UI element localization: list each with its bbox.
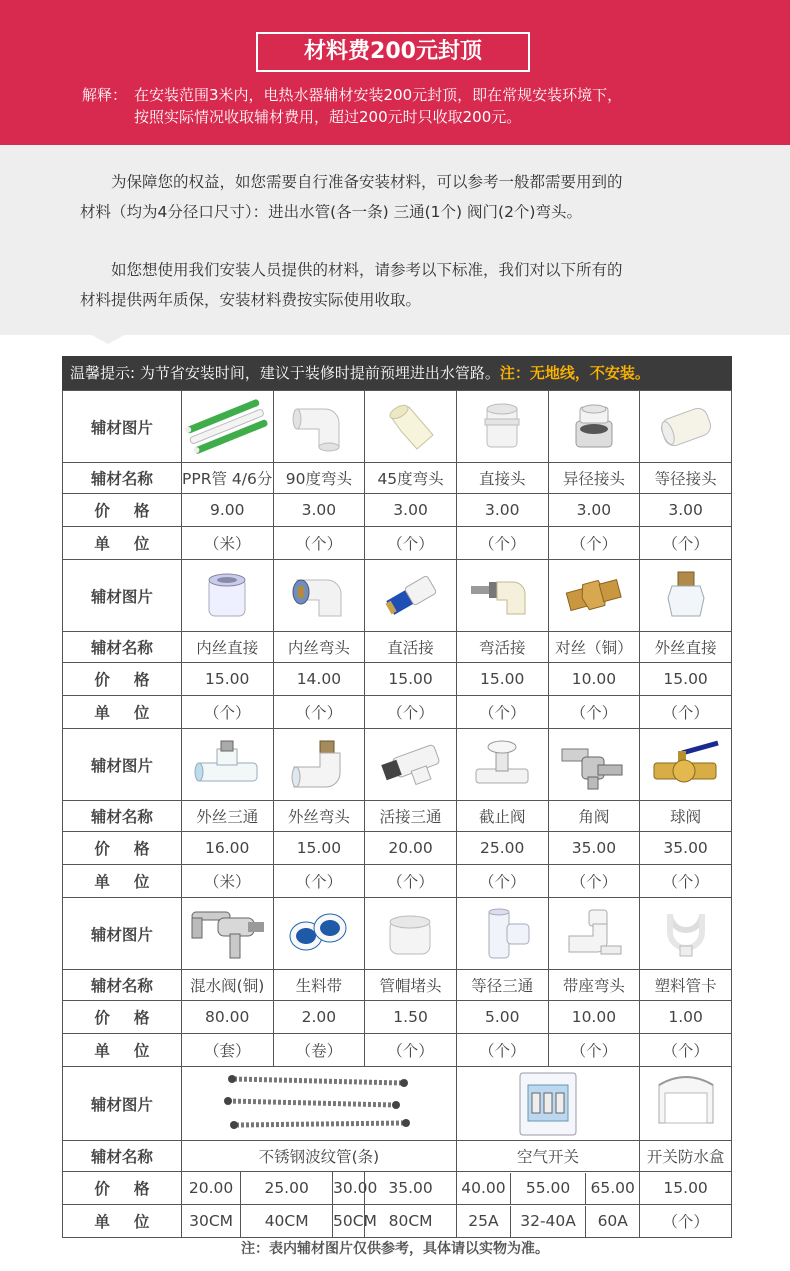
- table-row: [63, 463, 732, 494]
- banner-note: [82, 84, 622, 128]
- row-label-price: 价格: [63, 1001, 182, 1034]
- item-name: 外丝直接: [640, 632, 732, 663]
- item-image: [548, 898, 640, 970]
- item-unit: （个）: [456, 696, 548, 729]
- seated-elbow-icon: [549, 906, 640, 961]
- breaker-unit: 25A: [468, 1211, 499, 1230]
- hose-price: 25.00: [241, 1172, 333, 1205]
- item-price: 16.00: [181, 832, 273, 865]
- ball-valve-icon: [640, 737, 731, 792]
- item-image: [181, 560, 273, 632]
- item-image: [181, 729, 273, 801]
- item-name: 外丝弯头: [273, 801, 365, 832]
- straight-coupling-icon: [457, 399, 548, 454]
- item-name: 45度弯头: [365, 463, 457, 494]
- hose-price: 30.00: [332, 1172, 364, 1205]
- item-unit: （个）: [273, 527, 365, 560]
- item-image: [365, 391, 457, 463]
- item-name: 外丝三通: [181, 801, 273, 832]
- item-price: 1.50: [365, 1001, 457, 1034]
- table-row: [63, 560, 732, 632]
- table-row: [63, 1205, 732, 1238]
- item-image: [365, 898, 457, 970]
- item-unit: （个）: [365, 1034, 457, 1067]
- hose-unit: 50CM: [332, 1205, 364, 1238]
- banner-title: 材料费200元封顶: [256, 32, 530, 72]
- row-label-name: 辅材名称: [63, 801, 182, 832]
- hose-name: 不锈钢波纹管(条): [181, 1141, 456, 1172]
- breaker-price: 55.00: [510, 1173, 585, 1204]
- item-image: [640, 391, 732, 463]
- footnote: 注：表内辅材图片仅供参考，具体请以实物为准。: [241, 1241, 549, 1257]
- table-row: [63, 865, 732, 898]
- equal-tee-icon: [457, 906, 548, 961]
- item-unit: （个）: [365, 527, 457, 560]
- table-row: [63, 527, 732, 560]
- item-price: 10.00: [548, 663, 640, 696]
- item-unit: （个）: [640, 696, 732, 729]
- table-row: [63, 801, 732, 832]
- hose-unit: 30CM: [181, 1205, 240, 1238]
- item-price: 80.00: [181, 1001, 273, 1034]
- table-row: [63, 696, 732, 729]
- row-label-image: 辅材图片: [63, 1067, 182, 1141]
- row-label-name: 辅材名称: [63, 970, 182, 1001]
- item-unit: （个）: [548, 527, 640, 560]
- elbow-90-icon: [274, 399, 365, 454]
- table-row: [63, 1001, 732, 1034]
- item-image: [548, 391, 640, 463]
- item-unit: （个）: [273, 865, 365, 898]
- box-name: 开关防水盒: [640, 1141, 732, 1172]
- intro-section: [0, 145, 790, 335]
- row-label-name: 辅材名称: [63, 632, 182, 663]
- intro-paragraph-2: [80, 255, 720, 315]
- breaker-name: 空气开关: [456, 1141, 639, 1172]
- banner-note-line2: 按照实际情况收取辅材费用，超过200元时只收取200元。: [134, 108, 522, 126]
- intro-p2-line1: 如您想使用我们安装人员提供的材料，请参考以下标准，我们对以下所有的: [111, 261, 623, 279]
- item-price: 35.00: [548, 832, 640, 865]
- item-price: 15.00: [640, 663, 732, 696]
- item-price: 2.00: [273, 1001, 365, 1034]
- corrugated-hose-icon: [182, 1071, 456, 1137]
- item-image: [273, 560, 365, 632]
- pipe-clip-icon: [640, 906, 731, 961]
- row-label-image: 辅材图片: [63, 729, 182, 801]
- item-unit: （个）: [365, 696, 457, 729]
- male-thread-elbow-icon: [274, 737, 365, 792]
- straight-union-icon: [365, 568, 456, 623]
- hose-price: 35.00: [365, 1172, 457, 1205]
- item-price: 20.00: [365, 832, 457, 865]
- row-label-unit: 单位: [63, 696, 182, 729]
- row-label-image: 辅材图片: [63, 391, 182, 463]
- item-name: 90度弯头: [273, 463, 365, 494]
- item-name: 异径接头: [548, 463, 640, 494]
- table-row: [63, 632, 732, 663]
- item-unit: （个）: [181, 696, 273, 729]
- ptfe-tape-icon: [274, 906, 365, 961]
- item-name: 直活接: [365, 632, 457, 663]
- tip-bar: [62, 356, 732, 390]
- item-image: [456, 391, 548, 463]
- intro-p1-line1: 为保障您的权益，如您需要自行准备安装材料，可以参考一般都需要用到的: [111, 173, 623, 191]
- row-label-price: 价格: [63, 1172, 182, 1205]
- female-thread-elbow-icon: [274, 568, 365, 623]
- item-price: 3.00: [548, 494, 640, 527]
- banner-note-line1: 在安装范围3米内，电热水器辅材安装200元封顶，即在常规安装环境下，: [134, 86, 623, 104]
- item-name: 带座弯头: [548, 970, 640, 1001]
- item-unit: （个）: [548, 865, 640, 898]
- item-price: 15.00: [273, 832, 365, 865]
- item-unit: （米）: [181, 865, 273, 898]
- tip-text: 温馨提示: 为节省安装时间，建议于装修时提前预埋进出水管路。: [70, 364, 500, 382]
- row-label-unit: 单位: [63, 1034, 182, 1067]
- hose-unit: 40CM: [241, 1205, 333, 1238]
- item-image: [365, 560, 457, 632]
- item-name: 活接三通: [365, 801, 457, 832]
- item-image: [273, 898, 365, 970]
- item-name: PPR管 4/6分: [181, 463, 273, 494]
- item-unit: （个）: [640, 527, 732, 560]
- table-row: [63, 1067, 732, 1141]
- table-row: [63, 663, 732, 696]
- item-name: 对丝（铜）: [548, 632, 640, 663]
- row-label-name: 辅材名称: [63, 1141, 182, 1172]
- elbow-union-icon: [457, 568, 548, 623]
- row-label-name: 辅材名称: [63, 463, 182, 494]
- table-row: [63, 1172, 732, 1205]
- item-price: 25.00: [456, 832, 548, 865]
- circuit-breaker-icon: [457, 1071, 639, 1137]
- row-label-price: 价格: [63, 494, 182, 527]
- item-image: [548, 560, 640, 632]
- item-name: 弯活接: [456, 632, 548, 663]
- box-price: 15.00: [640, 1172, 732, 1205]
- item-name: 等径接头: [640, 463, 732, 494]
- row-label-image: 辅材图片: [63, 898, 182, 970]
- item-price: 5.00: [456, 1001, 548, 1034]
- breaker-price-group: [456, 1172, 639, 1205]
- row-label-unit: 单位: [63, 527, 182, 560]
- item-name: 混水阀(铜): [181, 970, 273, 1001]
- item-image: [548, 729, 640, 801]
- pipe-cap-icon: [365, 906, 456, 961]
- table-row: [63, 1034, 732, 1067]
- item-price: 3.00: [640, 494, 732, 527]
- stop-valve-icon: [457, 737, 548, 792]
- table-row: [63, 494, 732, 527]
- item-image: [273, 391, 365, 463]
- table-row: [63, 729, 732, 801]
- waterproof-box-icon: [640, 1071, 731, 1137]
- breaker-unit: 32-40A: [510, 1206, 585, 1237]
- materials-table: [62, 390, 732, 1238]
- box-image: [640, 1067, 732, 1141]
- item-unit: （个）: [456, 1034, 548, 1067]
- item-price: 3.00: [365, 494, 457, 527]
- item-unit: （米）: [181, 527, 273, 560]
- item-price: 3.00: [273, 494, 365, 527]
- row-label-price: 价格: [63, 663, 182, 696]
- item-price: 15.00: [181, 663, 273, 696]
- hose-image: [181, 1067, 456, 1141]
- item-name: 等径三通: [456, 970, 548, 1001]
- item-name: 直接头: [456, 463, 548, 494]
- item-price: 15.00: [365, 663, 457, 696]
- male-thread-coupling-icon: [640, 568, 731, 623]
- intro-p2-line2: 材料提供两年质保，安装材料费按实际使用收取。: [80, 291, 422, 309]
- item-name: 内丝直接: [181, 632, 273, 663]
- item-price: 14.00: [273, 663, 365, 696]
- item-price: 15.00: [456, 663, 548, 696]
- brass-nipple-icon: [549, 568, 640, 623]
- item-image: [456, 898, 548, 970]
- intro-p1-line2: 材料（均为4分径口尺寸）：进出水管(各一条) 三通(1个) 阀门(2个)弯头。: [80, 203, 582, 221]
- section-pointer: [90, 334, 126, 344]
- item-price: 3.00: [456, 494, 548, 527]
- item-name: 内丝弯头: [273, 632, 365, 663]
- green-pipe-icon: [182, 402, 273, 452]
- item-unit: （个）: [456, 865, 548, 898]
- banner: [0, 0, 790, 145]
- item-price: 9.00: [181, 494, 273, 527]
- hose-unit: 80CM: [365, 1205, 457, 1238]
- breaker-image: [456, 1067, 639, 1141]
- item-image: [365, 729, 457, 801]
- female-thread-coupling-icon: [182, 568, 273, 623]
- equal-coupling-icon: [640, 399, 731, 454]
- angle-valve-icon: [549, 737, 640, 792]
- tip-warning: 注：无地线，不安装。: [499, 364, 650, 382]
- item-image: [640, 729, 732, 801]
- table-row: [63, 391, 732, 463]
- item-image: [640, 560, 732, 632]
- breaker-unit-group: [456, 1205, 639, 1238]
- intro-paragraph-1: [80, 167, 720, 227]
- item-name: 角阀: [548, 801, 640, 832]
- reducer-icon: [549, 399, 640, 454]
- item-price: 10.00: [548, 1001, 640, 1034]
- item-unit: （个）: [365, 865, 457, 898]
- breaker-price: 40.00: [461, 1178, 506, 1197]
- item-unit: （个）: [548, 1034, 640, 1067]
- item-image: [273, 729, 365, 801]
- item-image: [456, 729, 548, 801]
- elbow-45-icon: [365, 399, 456, 454]
- male-thread-tee-icon: [182, 737, 273, 792]
- mixing-valve-icon: [182, 906, 273, 961]
- item-image: [181, 898, 273, 970]
- item-unit: （套）: [181, 1034, 273, 1067]
- row-label-unit: 单位: [63, 865, 182, 898]
- item-price: 1.00: [640, 1001, 732, 1034]
- item-unit: （个）: [640, 865, 732, 898]
- row-label-price: 价格: [63, 832, 182, 865]
- item-unit: （卷）: [273, 1034, 365, 1067]
- item-name: 截止阀: [456, 801, 548, 832]
- box-unit: （个）: [640, 1205, 732, 1238]
- table-row: [63, 898, 732, 970]
- breaker-unit: 60A: [585, 1206, 639, 1237]
- item-image: [181, 391, 273, 463]
- hose-price: 20.00: [181, 1172, 240, 1205]
- item-image: [640, 898, 732, 970]
- row-label-image: 辅材图片: [63, 560, 182, 632]
- breaker-price: 65.00: [585, 1173, 639, 1204]
- item-name: 塑料管卡: [640, 970, 732, 1001]
- item-unit: （个）: [640, 1034, 732, 1067]
- item-name: 球阀: [640, 801, 732, 832]
- item-name: 管帽堵头: [365, 970, 457, 1001]
- item-unit: （个）: [548, 696, 640, 729]
- item-image: [456, 560, 548, 632]
- item-name: 生料带: [273, 970, 365, 1001]
- banner-note-label: 解释：: [82, 86, 128, 104]
- row-label-unit: 单位: [63, 1205, 182, 1238]
- table-row: [63, 832, 732, 865]
- table-row: [63, 1141, 732, 1172]
- item-price: 35.00: [640, 832, 732, 865]
- item-unit: （个）: [273, 696, 365, 729]
- item-unit: （个）: [456, 527, 548, 560]
- table-row: [63, 970, 732, 1001]
- union-tee-icon: [365, 737, 456, 792]
